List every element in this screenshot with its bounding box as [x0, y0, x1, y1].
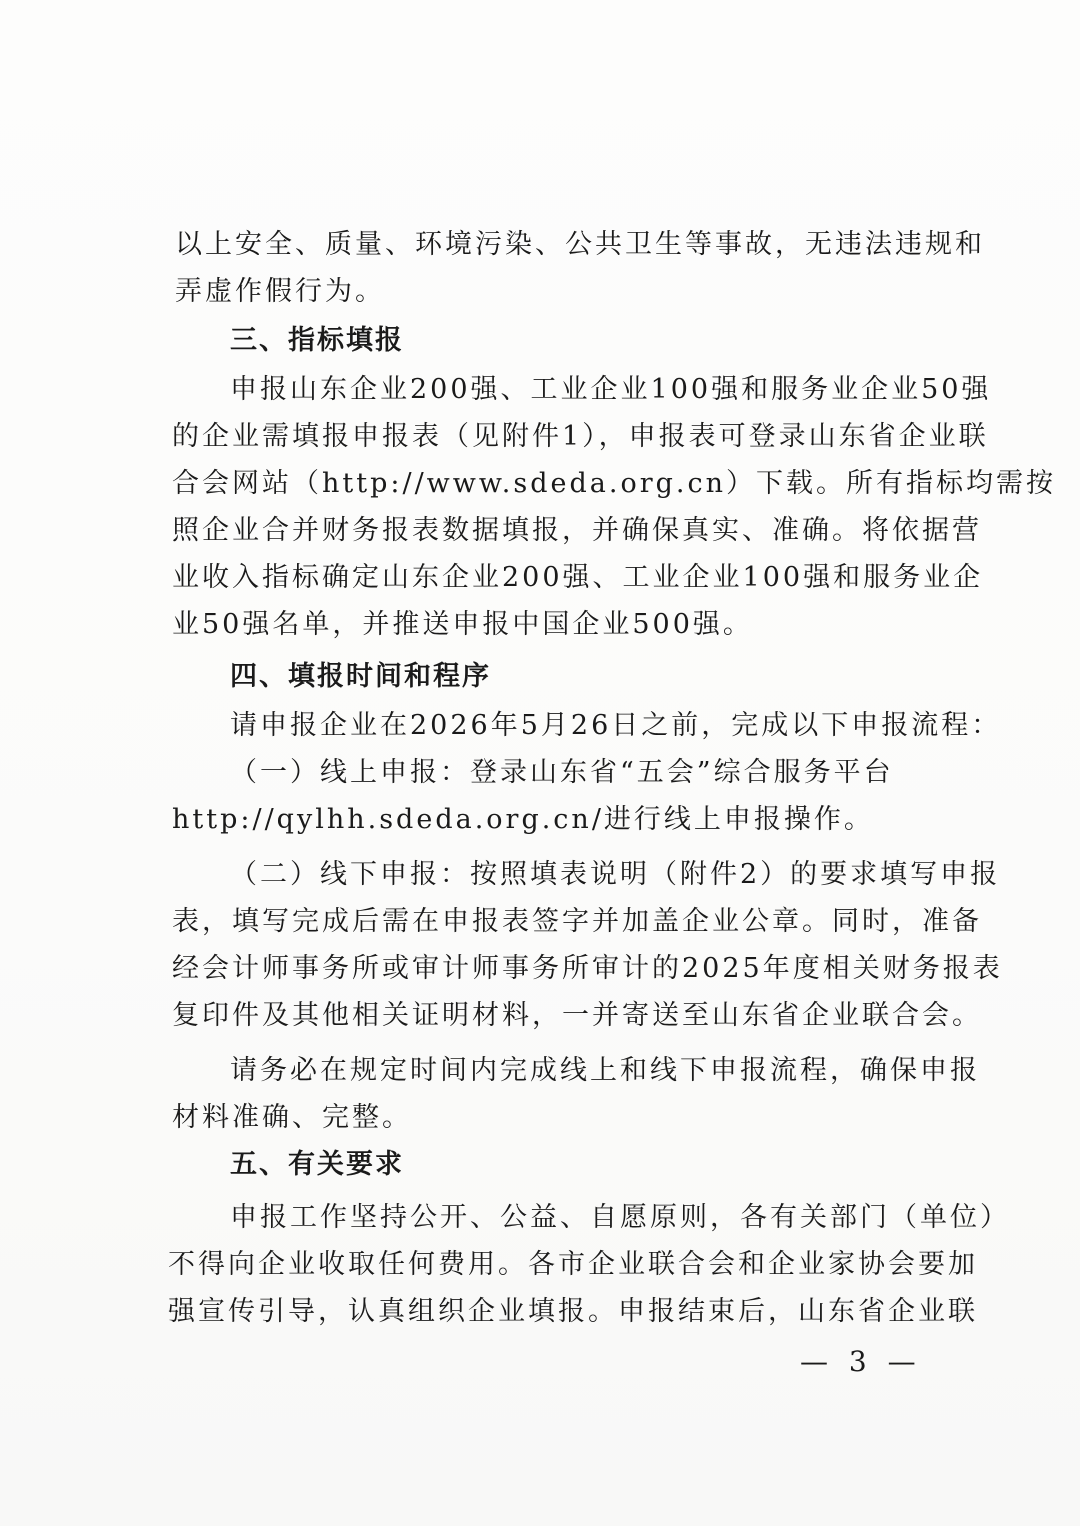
paragraph-line: （二）线下申报：按照填表说明（附件2）的要求填写申报 [230, 859, 1001, 890]
paragraph-line: 照企业合并财务报表数据填报，并确保真实、准确。将依据营 [172, 515, 982, 546]
paragraph-line: 申报工作坚持公开、公益、自愿原则，各有关部门（单位） [230, 1202, 1010, 1233]
paragraph-line: 合会网站（http://www.sdeda.org.cn）下载。所有指标均需按 [172, 468, 1056, 499]
paragraph-line: 的企业需填报申报表（见附件1），申报表可登录山东省企业联 [172, 421, 989, 452]
section-heading-5: 五、有关要求 [230, 1149, 404, 1180]
paragraph-line: 复印件及其他相关证明材料，一并寄送至山东省企业联合会。 [172, 1000, 982, 1031]
paragraph-line: 业收入指标确定山东企业200强、工业企业100强和服务业企 [172, 562, 984, 593]
paragraph-line: 强宣传引导，认真组织企业填报。申报结束后，山东省企业联 [168, 1296, 978, 1327]
paragraph-line: 材料准确、完整。 [172, 1102, 412, 1133]
page-number: — 3 — [800, 1345, 922, 1378]
paragraph-line: 请申报企业在2026年5月26日之前，完成以下申报流程： [230, 710, 1002, 741]
section-heading-4: 四、填报时间和程序 [230, 661, 491, 692]
paragraph-line: 以上安全、质量、环境污染、公共卫生等事故，无违法违规和 [175, 229, 985, 260]
paragraph-line: 经会计师事务所或审计师事务所审计的2025年度相关财务报表 [172, 953, 1003, 984]
paragraph-line: 表，填写完成后需在申报表签字并加盖企业公章。同时，准备 [172, 906, 982, 937]
paragraph-line: 申报山东企业200强、工业企业100强和服务业企业50强 [230, 374, 992, 405]
paragraph-line: 请务必在规定时间内完成线上和线下申报流程，确保申报 [230, 1055, 980, 1086]
paragraph-line: http://qylhh.sdeda.org.cn/进行线上申报操作。 [172, 804, 874, 835]
paragraph-line: （一）线上申报：登录山东省“五会”综合服务平台 [230, 757, 894, 788]
section-heading-3: 三、指标填报 [230, 325, 404, 356]
paragraph-line: 业50强名单，并推送申报中国企业500强。 [172, 609, 753, 640]
paragraph-line: 不得向企业收取任何费用。各市企业联合会和企业家协会要加 [168, 1249, 978, 1280]
paragraph-line: 弄虚作假行为。 [175, 276, 385, 307]
